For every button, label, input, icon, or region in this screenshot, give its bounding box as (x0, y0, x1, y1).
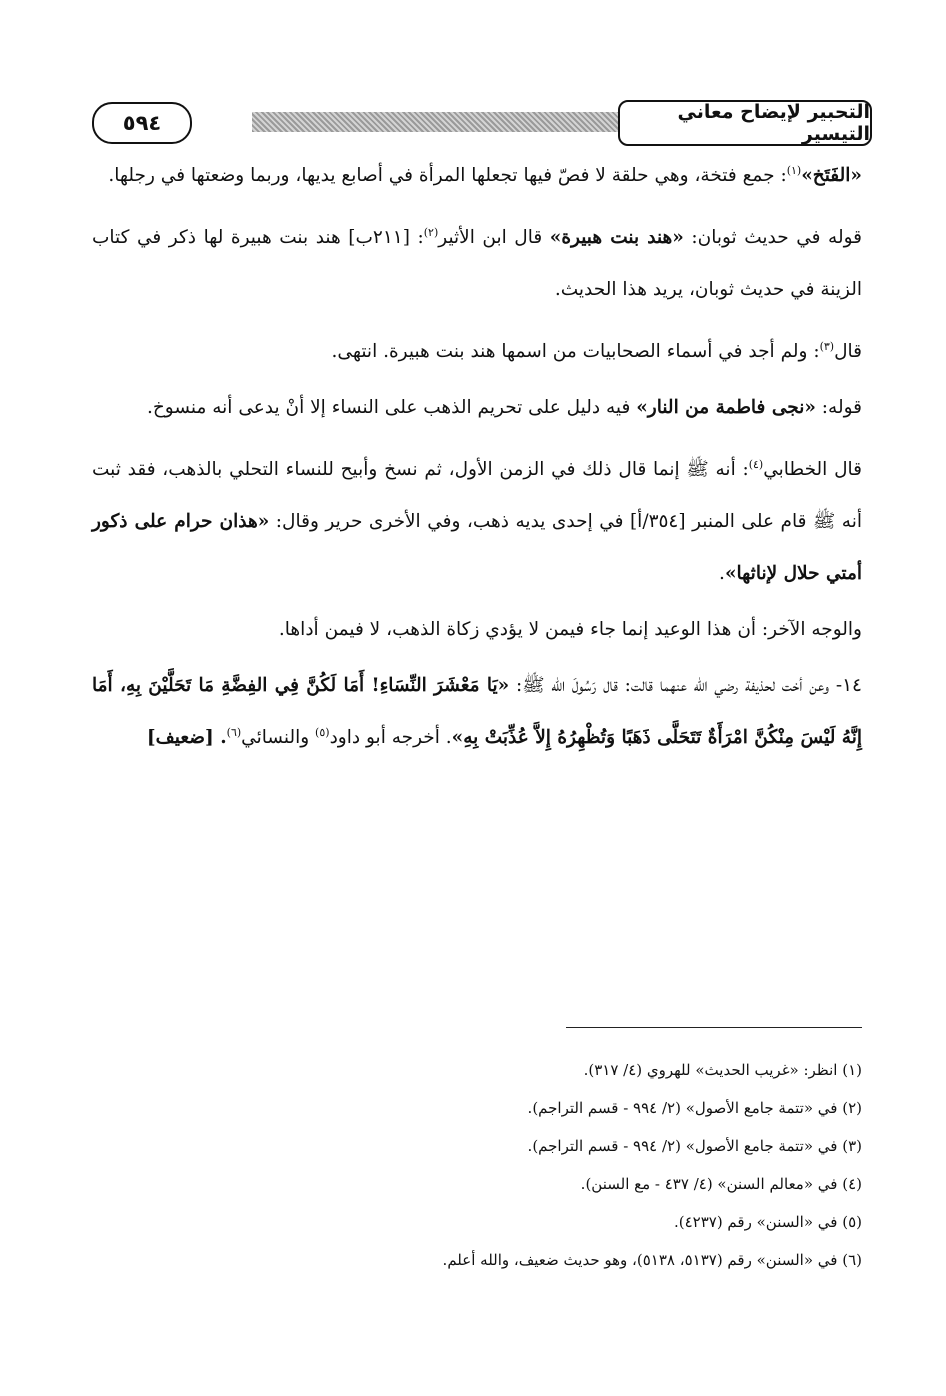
paragraph-qala (92, 326, 862, 378)
footnote-separator (566, 1027, 862, 1028)
footnote-4: (٤) في «معالم السنن» (٤/ ٤٣٧ - مع السنن). (580, 1175, 862, 1193)
main-text (92, 150, 862, 774)
paragraph-text: فيه دليل على تحريم الذهب على النساء إلا أنْ يدعى أنه منسوخ. (146, 397, 637, 418)
footnotes (92, 1060, 862, 1288)
footnote-6: (٦) في «السنن» رقم (٥١٣٧، ٥١٣٨)، وهو حديث ضعيف، والله أعلم. (442, 1251, 862, 1269)
hadith-14 (92, 660, 862, 764)
footnote-ref-2: (٢) (423, 225, 439, 239)
hadith-source: والنسائي (241, 727, 316, 748)
hadith-quote: «يَا مَعْشَرَ النِّسَاءِ! أَمَا لَكُنَّ فِي الفِضَّةِ مَا تَحَلَّيْنَ بِهِ، أَمَا إِنَّهُ لَيْسَ مِنْكُنَّ امْرَأَةٌ تَتَحَلَّى ذَهَبًا وَتُظْهِرُهُ إِلاَّ عُذِّبَتْ بِهِ» (92, 675, 862, 748)
term-hadhan: «هذان حرام على ذكور أمتي حلال لإناثها» (92, 511, 862, 584)
footnote-ref-3: (٣) (819, 339, 835, 353)
footnote-2: (٢) في «تتمة جامع الأصول» (٢/ ٩٩٤ - قسم التراجم). (527, 1099, 862, 1117)
hadith-intro: ١٤- وعن أخت لحذيفة رضي الله عنهما قالت: قال رَسُولَ الله ﷺ: (509, 675, 862, 696)
paragraph-text: قال (834, 341, 862, 362)
paragraph-text: : ولم أجد في أسماء الصحابيات من اسمها هند بنت هبيرة. انتهى. (331, 341, 820, 362)
hadith-source: . أخرجه أبو داود (329, 727, 452, 748)
paragraph-text: : أنه ﷺ إنما قال ذلك في الزمن الأول، ثم نسخ وأبيح للنساء التحلي بالذهب، فقد ثبت أنه ﷺ قام على المنبر [٣٥٤/أ] في إحدى يديه ذهب، وفي الأخرى حرير وقال: (92, 459, 862, 532)
footnote-3: (٣) في «تتمة جامع الأصول» (٢/ ٩٩٤ - قسم التراجم). (527, 1137, 862, 1155)
book-title: التحبير لإيضاح معاني التيسير (618, 100, 872, 146)
paragraph-text: . (719, 563, 725, 584)
footnote-ref-1: (١) (786, 163, 802, 177)
paragraph-khattabi (92, 444, 862, 600)
footnote-5: (٥) في «السنن» رقم (٤٢٣٧). (673, 1213, 862, 1231)
paragraph-text: والوجه الآخر: أن هذا الوعيد إنما جاء فيمن لا يؤدي زكاة الذهب، لا فيمن أداها. (278, 619, 862, 640)
paragraph-text: : [٢١١ب] هند بنت هبيرة لها ذكر في كتاب الزينة في حديث ثوبان، يريد هذا الحديث. (92, 227, 862, 300)
paragraph-text: : جمع فتخة، وهي حلقة لا فصّ فيها تجعلها المرأة في أصابع يديها، وربما وضعتها في رجلها. (108, 165, 787, 186)
paragraph-fatima (92, 382, 862, 434)
page-number: ٥٩٤ (92, 102, 192, 144)
paragraph-hind (92, 212, 862, 316)
term-fatakh: «الفَتَخ» (801, 165, 862, 186)
term-hind: «هند بنت هبيرة» (549, 227, 684, 248)
paragraph-text: قوله: (815, 397, 862, 418)
footnote-ref-5: (٥) (315, 725, 330, 739)
footnote-ref-4: (٤) (748, 457, 764, 471)
paragraph-text: قال الخطابي (763, 459, 862, 480)
paragraph-fatakh (92, 150, 862, 202)
paragraph-text: قال ابن الأثير (438, 227, 550, 248)
footnote-1: (١) انظر: «غريب الحديث» للهروي (٤/ ٣١٧). (583, 1061, 862, 1079)
term-fatima: «نجى فاطمة من النار» (636, 397, 816, 418)
page-header (92, 98, 872, 148)
paragraph-text: قوله في حديث ثوبان: (683, 227, 862, 248)
footnote-ref-6: (٦) (226, 725, 242, 739)
paragraph-wajh (92, 604, 862, 656)
hadith-grade: . [ضعيف] (146, 727, 227, 748)
